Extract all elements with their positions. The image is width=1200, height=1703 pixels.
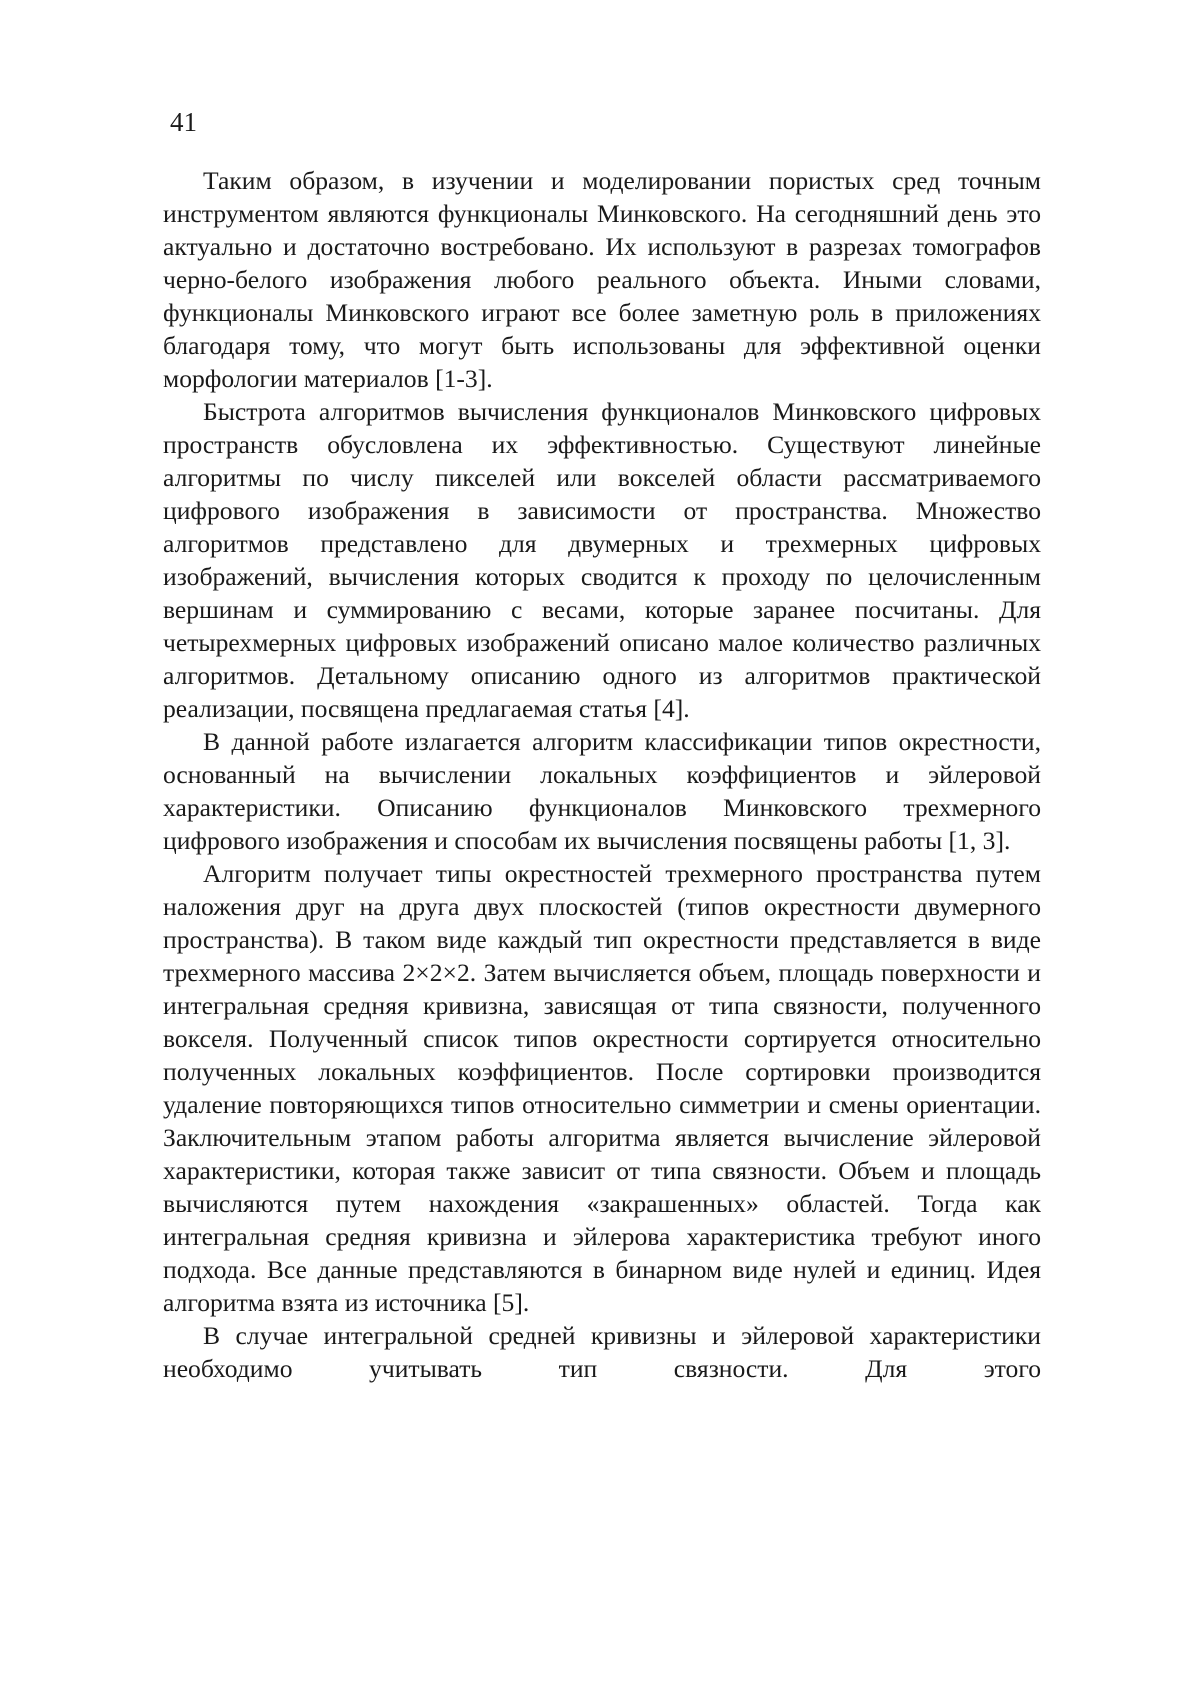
paragraph: Алгоритм получает типы окрестностей трехмерного пространства путем наложения друг на друга двух плоскостей (типов окрестности двумерного пространства). В таком виде каждый тип окрестности представляется в виде трехмерного массива 2×2×2. Затем вычисляется объем, площадь поверхности и интегральная средняя кривизна, зависящая от типа связности, полученного вокселя. Полученный список типов окрестности сортируется относительно полученных локальных коэффициентов. После сортировки производится удаление повторяющихся типов относительно симметрии и смены ориентации. Заключительным этапом работы алгоритма является вычисление эйлеровой характеристики, которая также зависит от типа связности. Объем и площадь вычисляются путем нахождения «закрашенных» областей. Тогда как интегральная средняя кривизна и эйлерова характеристика требуют иного подхода. Все данные представляются в бинарном виде нулей и единиц. Идея алгоритма взята из источника [5]. (163, 859, 1041, 1317)
page-number: 41 (170, 107, 197, 137)
paragraph: В данной работе излагается алгоритм классификации типов окрестности, основанный на вычислении локальных коэффициентов и эйлеровой характеристики. Описанию функционалов Минковского трехмерного цифрового изображения и способам их вычисления посвящены работы [1, 3]. (163, 727, 1041, 855)
paragraph: В случае интегральной средней кривизны и эйлеровой характеристики необходимо учитывать тип связности. Для этого (163, 1321, 1041, 1383)
paragraph: Быстрота алгоритмов вычисления функционалов Минковского цифровых пространств обусловлена их эффективностью. Существуют линейные алгоритмы по числу пикселей или вокселей области рассматриваемого цифрового изображения в зависимости от пространства. Множество алгоритмов представлено для двумерных и трехмерных цифровых изображений, вычисления которых сводится к проходу по целочисленным вершинам и суммированию с весами, которые заранее посчитаны. Для четырехмерных цифровых изображений описано малое количество различных алгоритмов. Детальному описанию одного из алгоритмов практической реализации, посвящена предлагаемая статья [4]. (163, 397, 1041, 723)
body-text (163, 164, 1041, 1385)
paragraph: Таким образом, в изучении и моделировании пористых сред точным инструментом являются функционалы Минковского. На сегодняшний день это актуально и достаточно востребовано. Их используют в разрезах томографов черно-белого изображения любого реального объекта. Иными словами, функционалы Минковского играют все более заметную роль в приложениях благодаря тому, что могут быть использованы для эффективной оценки морфологии материалов [1-3]. (163, 166, 1041, 393)
